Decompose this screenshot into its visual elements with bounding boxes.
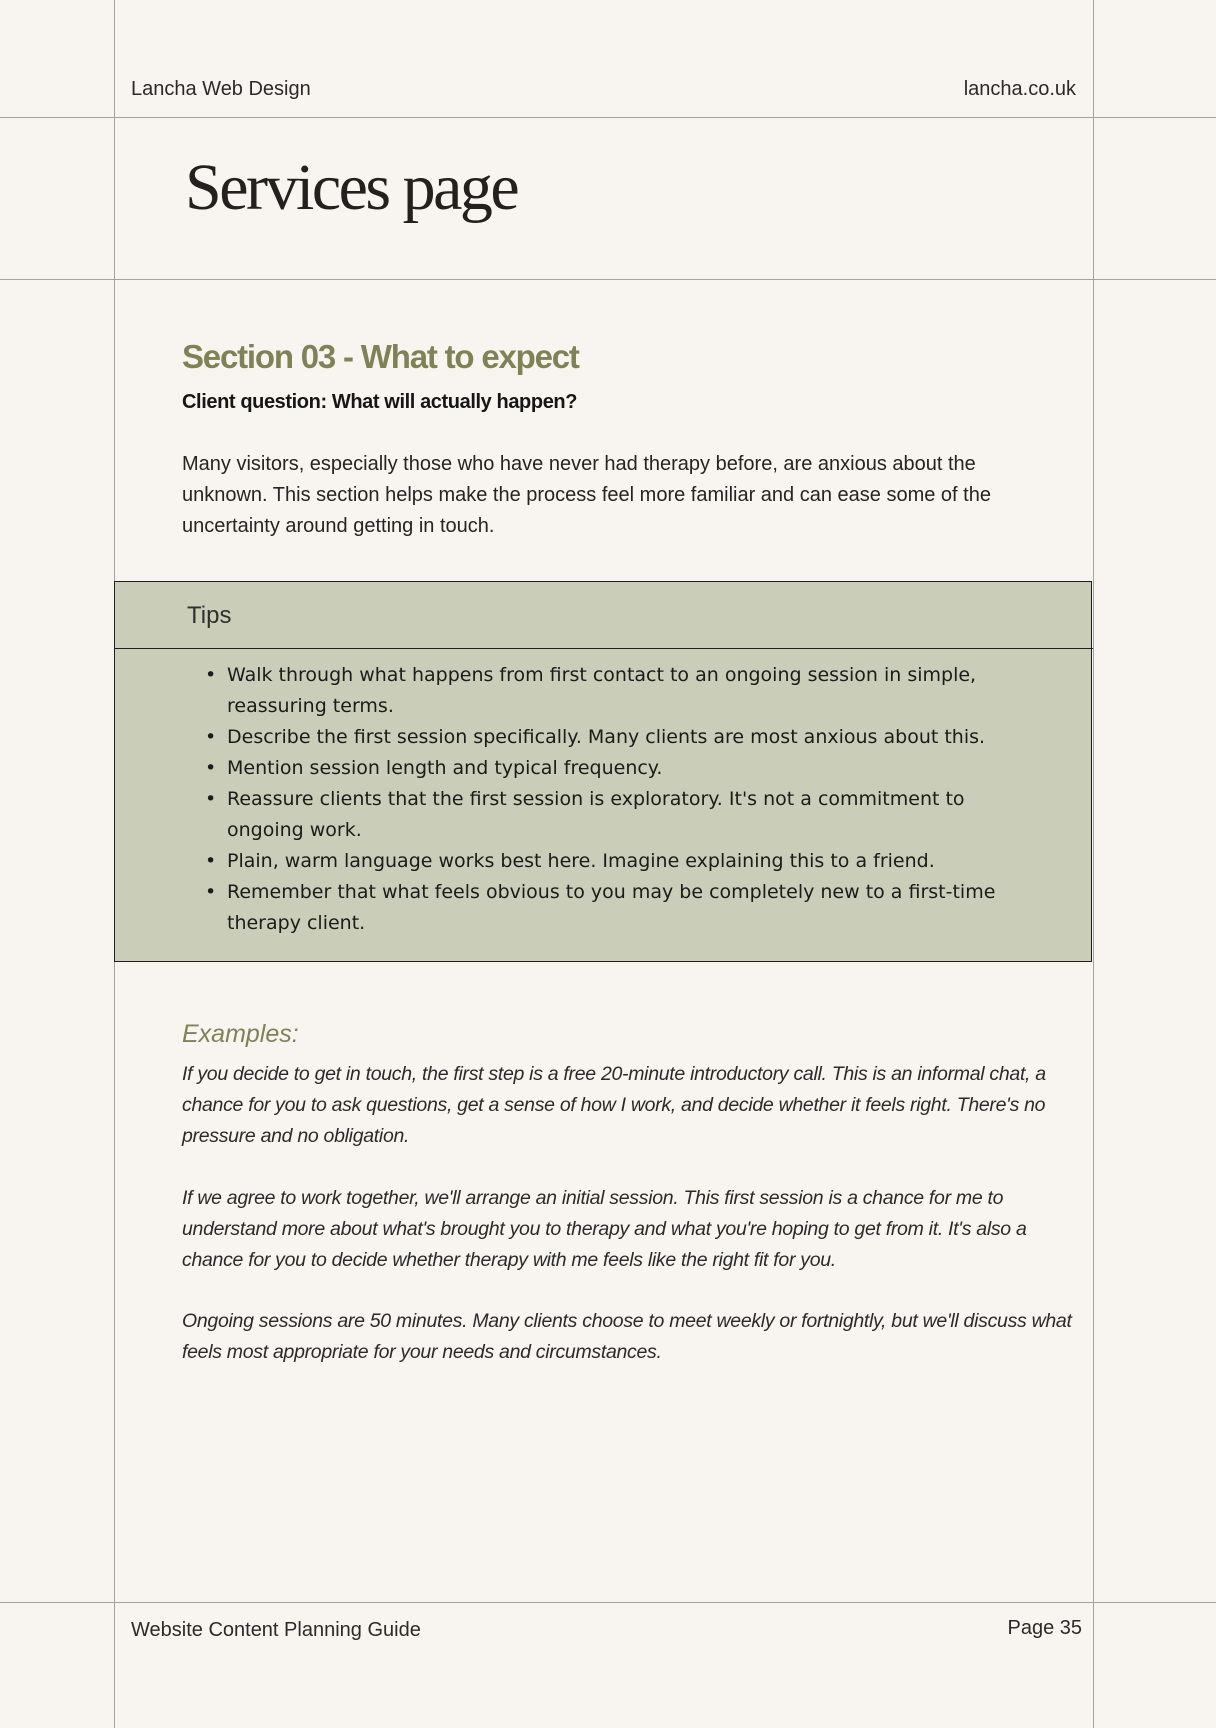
tip-item	[205, 660, 1037, 722]
tip-item	[205, 846, 1037, 877]
example-paragraph: If you decide to get in touch, the first step is a free 20-minute introductory call. This is an informal chat, a chance for you to ask questions, get a sense of how I work, and decide whether it feels right. There's no pressure and no obligation.	[182, 1063, 1046, 1147]
footer-guide-name: Website Content Planning Guide	[131, 1619, 421, 1641]
tip-item	[205, 784, 1037, 846]
client-question: Client question: What will actually happen?	[182, 391, 578, 413]
bullet-icon: •	[205, 788, 217, 810]
bullet-icon: •	[205, 757, 217, 779]
footer-page-number: Page 35	[1007, 1617, 1082, 1639]
bullet-icon: •	[205, 726, 217, 748]
header-site-url: lancha.co.uk	[963, 78, 1076, 100]
example-paragraph: Ongoing sessions are 50 minutes. Many clients choose to meet weekly or fortnightly, but we'll discuss what feels most appropriate for your needs and circumstances.	[182, 1310, 1072, 1363]
grid-line-right	[1093, 0, 1094, 1728]
bullet-icon: •	[205, 881, 217, 903]
tips-box	[114, 581, 1092, 962]
example-paragraph: If we agree to work together, we'll arrange an initial session. This first session is a chance for me to understand more about what's brought you to therapy and what you're hoping to get from it. It's also a chance for you to decide whether therapy with me feels like the right fit for you.	[182, 1187, 1027, 1271]
grid-line-footer	[0, 1602, 1216, 1603]
examples-label: Examples:	[182, 1020, 299, 1048]
tip-text: Plain, warm language works best here. Imagine explaining this to a friend.	[227, 850, 935, 872]
bullet-icon: •	[205, 664, 217, 686]
section-heading: Section 03 - What to expect	[182, 338, 579, 375]
tips-list	[205, 660, 1037, 939]
grid-line-header	[0, 117, 1216, 118]
tip-text: Mention session length and typical frequency.	[227, 757, 663, 779]
tip-text: Remember that what feels obvious to you may be completely new to a first-time therapy client.	[227, 881, 996, 934]
header-brand: Lancha Web Design	[131, 78, 311, 100]
tip-text: Walk through what happens from first contact to an ongoing session in simple, reassuring terms.	[227, 664, 977, 717]
tips-title: Tips	[187, 602, 232, 629]
tip-item	[205, 722, 1037, 753]
grid-line-title	[0, 279, 1216, 280]
tip-item	[205, 877, 1037, 939]
tip-text: Reassure clients that the first session is exploratory. It's not a commitment to ongoing work.	[227, 788, 965, 841]
page-title: Services page	[185, 151, 518, 224]
tip-item	[205, 753, 1037, 784]
tip-text: Describe the first session specifically. Many clients are most anxious about this.	[227, 726, 986, 748]
bullet-icon: •	[205, 850, 217, 872]
tips-header	[115, 582, 1093, 649]
section-intro: Many visitors, especially those who have never had therapy before, are anxious about the unknown. This section helps make the process feel more familiar and can ease some of the uncertainty around getting in touch.	[182, 453, 991, 537]
